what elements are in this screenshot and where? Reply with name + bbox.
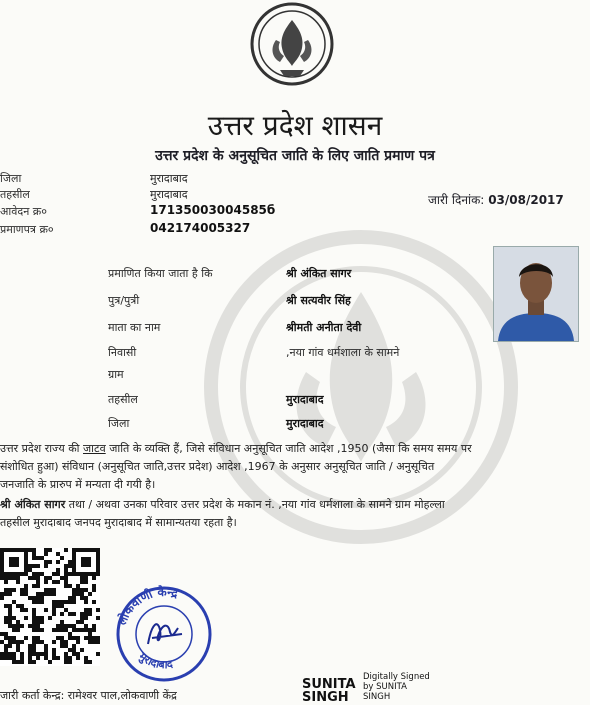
signer-name-line2: SINGH (302, 690, 349, 705)
meta-district-label: जिला (0, 172, 22, 185)
issue-date (428, 191, 564, 208)
caste-paragraph-line3: जनजाति के प्रारुप में मन्यता दी गयी है। (0, 478, 156, 491)
government-title: उत्तर प्रदेश शासन (207, 109, 383, 142)
qr-code (0, 548, 100, 666)
applicant-photo (493, 246, 579, 342)
digital-line3: SINGH (363, 692, 391, 702)
signer-name-line1: SUNITA (302, 677, 356, 692)
certified-value: श्री अंकित सागर (286, 267, 352, 280)
caste-paragraph (0, 440, 590, 494)
mother-label: माता का नाम (108, 321, 161, 334)
mother-value: श्रीमती अनीता देवी (286, 321, 362, 334)
meta-tehsil-value: मुरादाबाद (150, 188, 188, 201)
meta-certificate-value: 042174005327 (150, 221, 251, 235)
village-label: ग्राम (108, 368, 124, 381)
seal-top-text: लोकवाणी केन्द्र (114, 584, 180, 628)
meta-district-value: मुरादाबाद (150, 172, 188, 185)
lokvani-seal-stamp (108, 578, 220, 682)
issue-date-label: जारी दिनांक: (428, 193, 485, 207)
meta-application-value: 17135003004585б (150, 203, 276, 217)
signer-name (302, 678, 356, 704)
resident-value: ,नया गांव धर्मशाला के सामने (286, 346, 400, 359)
meta-application-label: आवेदन क्र० (0, 205, 47, 218)
issuer-center: जारी कर्ता केन्द्र: रामेश्वर पाल,लोकवाणी केंद्र (0, 689, 177, 702)
up-government-emblem (240, 0, 344, 88)
caste-name: जाटव (83, 442, 106, 455)
field-district-label: जिला (108, 417, 130, 430)
resident-label: निवासी (108, 346, 137, 359)
residence-paragraph-line2: तहसील मुरादाबाद जनपद मुरादाबाद में सामान्यतया रहता है। (0, 516, 237, 529)
caste-paragraph-line2: संशोधित हुआ) संविधान (अनुसूचित जाति,उत्तर प्रदेश) आदेश ,1967 के अनुसार अनुसूचित जाति / अनुसूचित (0, 460, 435, 473)
caste-paragraph-line1 (0, 440, 590, 458)
caste-text-b: जाति के व्यक्ति हैं, जिसे संविधान अनुसूचित जाति आदेश ,1950 (जैसा कि समय समय पर (109, 442, 472, 455)
issue-date-value: 03/08/2017 (488, 193, 564, 207)
certified-label: प्रमाणित किया जाता है कि (108, 267, 213, 280)
residence-text-a: तथा / अथवा उनका परिवार उत्तर प्रदेश के मकान नं. ,नया गांव धर्मशाला के सामने ग्राम मोहल्ला (68, 498, 445, 511)
meta-tehsil-label: तहसील (0, 188, 30, 201)
son-value: श्री सत्यवीर सिंह (286, 294, 351, 307)
certificate-title: उत्तर प्रदेश के अनुसूचित जाति के लिए जाति प्रमाण पत्र (155, 148, 435, 164)
svg-text:मुरादाबाद (135, 649, 175, 671)
field-tehsil-value: मुरादाबाद (286, 393, 324, 406)
residence-paragraph (0, 496, 590, 532)
caste-text-a: उत्तर प्रदेश राज्य की (0, 442, 80, 455)
residence-paragraph-line1 (0, 496, 590, 514)
digital-line1: Digitally Signed (363, 672, 430, 682)
digital-signature-note (363, 672, 430, 702)
seal-bottom-text: मुरादाबाद (136, 649, 174, 672)
digital-line2: by SUNITA (363, 682, 407, 692)
residence-name: श्री अंकित सागर (0, 498, 66, 511)
son-label: पुत्र/पुत्री (108, 294, 140, 307)
field-district-value: मुरादाबाद (286, 417, 324, 430)
meta-certificate-label: प्रमाणपत्र क्र० (0, 223, 54, 236)
field-tehsil-label: तहसील (108, 393, 138, 406)
